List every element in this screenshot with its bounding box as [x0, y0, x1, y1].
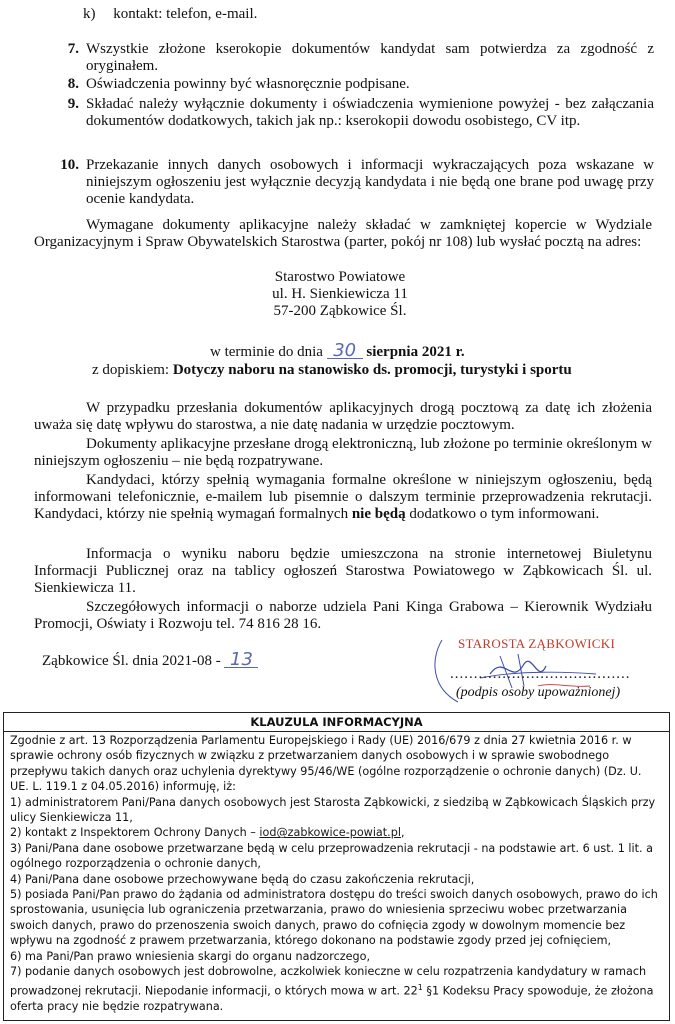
clause-intro: Zgodnie z art. 13 Rozporządzenia Parlamentu Europejskiego i Rady (UE) 2016/679 z dnia 27 kwietnia 2016 r. w sprawie ochrony osób fizycznych w związku z przetwarzaniem danych osobowych i w sprawie swobodnego przepływu takich danych oraz uchylenia dyrektywy 95/46/WE (ogólne rozporządzenie o ochronie danych) (Dz. U. UE. L. 119.1 z 04.05.2016) informuję, iż:	[10, 734, 642, 794]
item-number: 8.	[67, 76, 79, 92]
note-text: Dotyczy naboru na stanowisko ds. promocji, turystyki i sportu	[172, 362, 572, 378]
list-item-9	[46, 96, 654, 130]
list-item-k	[83, 6, 257, 23]
paragraph-candidates	[34, 472, 652, 523]
clause-text: ,	[400, 826, 405, 840]
clause-item	[10, 964, 663, 1014]
paragraph-contact: Szczegółowych informacji o naborze udziela Pani Kinga Grabowa – Kierownik Wydziału Promocji, Oświaty i Rozwoju tel. 74 816 28 16.	[34, 599, 652, 632]
paragraph-results: Informacja o wyniku naboru będzie umieszczona na stronie internetowej Biuletynu Informacji Publicznej oraz na tablicy ogłoszeń Starostwa Powiatowego w Ząbkowicach Śl. ul. Sienkiewicza 11.	[34, 546, 652, 596]
item-text: Oświadczenia powinny być własnoręcznie podpisane.	[86, 76, 410, 92]
paragraph-text: Kandydaci, którzy spełnią wymagania formalne określone w niniejszym ogłoszeniu, będą informowani telefonicznie, e-mailem lub pisemnie o dalszym terminie przeprowadzenia rekrutacji. Kandydaci, którzy nie spełnią wymagań formalnych	[34, 472, 652, 522]
note-line	[92, 362, 572, 379]
clause-title: KLAUZULA INFORMACYJNA	[4, 713, 669, 732]
address-line: 57-200 Ząbkowice Śl.	[273, 303, 407, 319]
item-number: 9.	[67, 96, 79, 112]
handwritten-date-day: 13	[224, 652, 258, 668]
clause-item: 5) posiada Pani/Pan prawo do żądania od administratora dostępu do treści swoich danych osobowych, prawo do ich sprostowania, usunięcia lub ograniczenia przetwarzania, prawo do wniesienia sprzeciwu wobec przetwarzania swoich danych, prawo do przenoszenia swoich danych, prawo do cofnięcia zgody w dowolnym momencie bez wpływu na zgodność z prawem przetwarzania, którego dokonano na podstawie zgody przed jej cofnięciem,	[10, 888, 658, 948]
clause-text: 7) podanie danych osobowych jest dobrowolne, aczkolwiek konieczne w celu rozpatrzenia kandydatury w ramach prowadzonej rekrutacji. Niepodanie informacji, o których mowa w art. 22	[10, 965, 647, 998]
clause-item	[10, 825, 663, 840]
item-text: Wszystkie złożone kserokopie dokumentów kandydat sam potwierdza za zgodność z oryginałem.	[86, 41, 654, 74]
submission-paragraph: Wymagane dokumenty aplikacyjne należy składać w zamkniętej kopercie w Wydziale Organizacyjnym i Spraw Obywatelskich Starostwa (parter, pokój nr 108) lub wysłać pocztą na adres:	[34, 217, 652, 250]
clause-item: 3) Pani/Pana dane osobowe przetwarzane będą w celu przeprowadzenia rekrutacji - na podstawie art. 6 ust. 1 lit. a ogólnego rozporządzenia o ochronie danych,	[10, 841, 653, 871]
clause-body	[4, 732, 669, 1015]
emphasis-text: nie będą	[351, 506, 406, 522]
information-clause-box	[3, 712, 670, 1021]
item-text: Składać należy wyłącznie dokumenty i oświadczenia wymienione powyżej - bez załączania dokumentów dodatkowych, takich jak np.: kserokopii dowodu osobistego, CV itp.	[86, 96, 654, 129]
item-number: 7.	[67, 41, 79, 57]
address-block	[220, 269, 460, 320]
date-line	[42, 649, 258, 670]
note-prefix: z dopiskiem:	[92, 362, 170, 378]
clause-item: 1) administratorem Pani/Pana danych osobowych jest Starosta Ząbkowicki, z siedzibą w Ząbkowicach Śląskich przy ulicy Sienkiewicza 11,	[10, 795, 656, 825]
list-item-8	[46, 76, 654, 93]
item-letter: k)	[83, 6, 96, 22]
deadline-prefix: w terminie do dnia	[210, 344, 323, 360]
stamp-title: STAROSTA ZĄBKOWICKI	[458, 636, 616, 651]
date-prefix: Ząbkowice Śl. dnia 2021-08 -	[42, 653, 221, 669]
deadline-suffix: sierpnia 2021 r.	[366, 344, 465, 360]
list-item-7	[46, 41, 654, 75]
clause-item: 6) ma Pani/Pan prawo wniesienia skargi do organu nadzorczego,	[10, 949, 371, 963]
clause-text: §1 Kodeksu Pracy spowoduje, że złożona oferta pracy nie będzie rozpatrywana.	[10, 984, 654, 1013]
signature-stamp	[420, 626, 650, 710]
iod-email-link[interactable]: iod@zabkowice-powiat.pl	[259, 826, 401, 840]
address-line: Starostwo Powiatowe	[274, 269, 406, 285]
item-text: kontakt: telefon, e-mail.	[113, 6, 258, 22]
clause-item: 4) Pani/Pana dane osobowe przechowywane będą do czasu zakończenia rekrutacji,	[10, 872, 475, 886]
address-line: ul. H. Sienkiewicza 11	[272, 286, 408, 302]
paragraph-text: dodatkowo o tym informowani.	[409, 506, 600, 522]
paragraph-electronic: Dokumenty aplikacyjne przesłane drogą elektroniczną, lub złożone po terminie określonym w niniejszym ogłoszeniu – nie będą rozpatrywane.	[34, 436, 652, 469]
item-text: Przekazanie innych danych osobowych i informacji wykraczających poza wskazane w niniejszym ogłoszeniu jest wyłącznie decyzją kandydata i nie będą one brane pod uwagę przy ocenie kandydata.	[86, 157, 654, 207]
deadline-line	[210, 340, 465, 361]
signature-caption: (podpis osoby upoważnionej)	[456, 685, 621, 700]
list-item-10	[46, 157, 654, 208]
handwritten-day: 30	[327, 343, 363, 359]
superscript: 1	[417, 982, 423, 992]
paragraph-post: W przypadku przesłania dokumentów aplikacyjnych drogą pocztową za datę ich złożenia uważa się datę wpływu do starostwa, a nie datę nadania w urzędzie pocztowym.	[34, 400, 652, 433]
signature-dots: ......................................	[450, 666, 631, 682]
item-number: 10.	[60, 157, 79, 173]
clause-text: 2) kontakt z Inspektorem Ochrony Danych –	[10, 826, 256, 840]
